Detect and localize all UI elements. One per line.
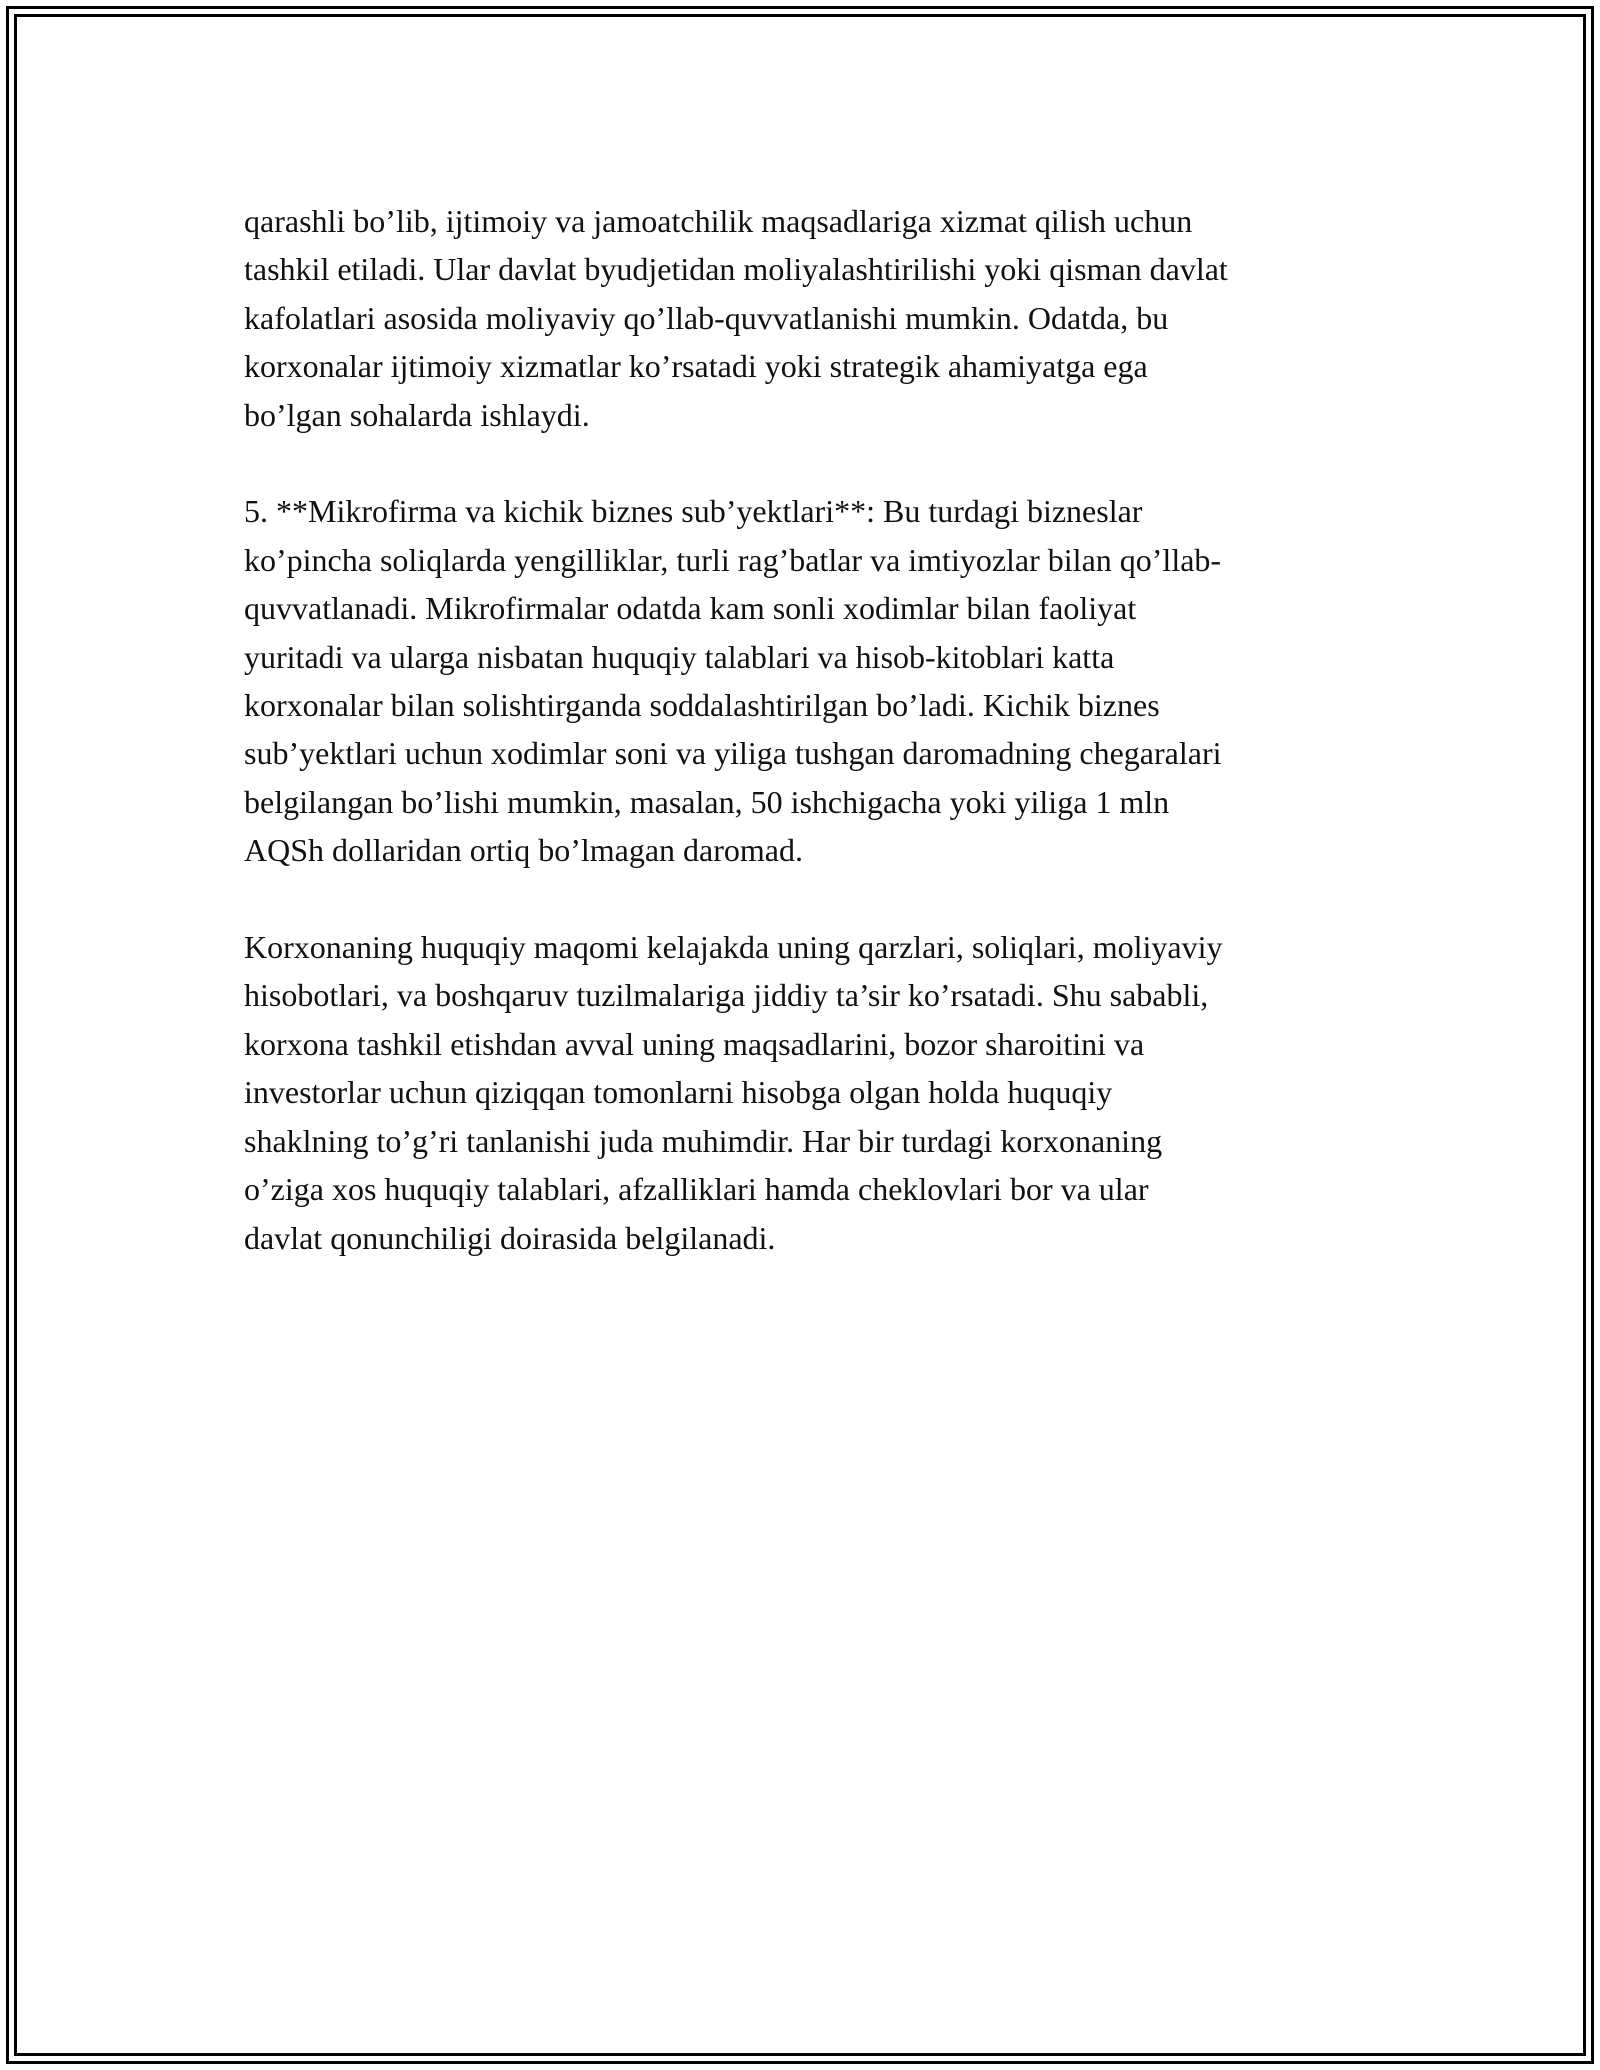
- text-line: ko’pincha soliqlarda yengilliklar, turli rag’batlar va imtiyozlar bilan qo’llab-: [244, 541, 1222, 578]
- paragraph-1: [244, 197, 1384, 439]
- text-line: davlat qonunchiligi doirasida belgilanadi.: [244, 1219, 776, 1256]
- text-line: bo’lgan sohalarda ishlaydi.: [244, 396, 590, 433]
- text-line: kafolatlari asosida moliyaviy qo’llab-quvvatlanishi mumkin. Odatda, bu: [244, 299, 1169, 336]
- document-page: [6, 6, 1594, 2064]
- text-line: korxona tashkil etishdan avval uning maqsadlarini, bozor sharoitini va: [244, 1025, 1145, 1062]
- paragraph-2: [244, 487, 1384, 874]
- text-line: korxonalar ijtimoiy xizmatlar ko’rsatadi yoki strategik ahamiyatga ega: [244, 348, 1148, 385]
- text-line: AQSh dollaridan ortiq bo’lmagan daromad.: [244, 832, 803, 869]
- text-line: qarashli bo’lib, ijtimoiy va jamoatchilik maqsadlariga xizmat qilish uchun: [244, 203, 1193, 239]
- text-line: Korxonaning huquqiy maqomi kelajakda uning qarzlari, soliqlari, moliyaviy: [244, 929, 1223, 966]
- text-line: korxonalar bilan solishtirganda soddalashtirilgan bo’ladi. Kichik biznes: [244, 687, 1160, 724]
- text-line: belgilangan bo’lishi mumkin, masalan, 50 ishchigacha yoki yiliga 1 mln: [244, 783, 1170, 820]
- text-line: hisobotlari, va boshqaruv tuzilmalariga jiddiy ta’sir ko’rsatadi. Shu sababli,: [244, 977, 1209, 1014]
- paragraph-3: [244, 923, 1384, 1262]
- document-body: [244, 197, 1384, 1310]
- text-line: sub’yektlari uchun xodimlar soni va yiliga tushgan daromadning chegaralari: [244, 735, 1222, 772]
- text-line: investorlar uchun qiziqqan tomonlarni hisobga olgan holda huquqiy: [244, 1074, 1113, 1111]
- text-line: 5. **Mikrofirma va kichik biznes sub’yektlari**: Bu turdagi bizneslar: [244, 493, 1143, 530]
- text-line: tashkil etiladi. Ular davlat byudjetidan moliyalashtirilishi yoki qisman davlat: [244, 251, 1228, 288]
- text-line: yuritadi va ularga nisbatan huquqiy talablari va hisob-kitoblari katta: [244, 638, 1115, 675]
- text-line: o’ziga xos huquqiy talablari, afzalliklari hamda cheklovlari bor va ular: [244, 1171, 1149, 1208]
- text-line: quvvatlanadi. Mikrofirmalar odatda kam sonli xodimlar bilan faoliyat: [244, 590, 1137, 627]
- text-line: shaklning to’g’ri tanlanishi juda muhimdir. Har bir turdagi korxonaning: [244, 1122, 1163, 1159]
